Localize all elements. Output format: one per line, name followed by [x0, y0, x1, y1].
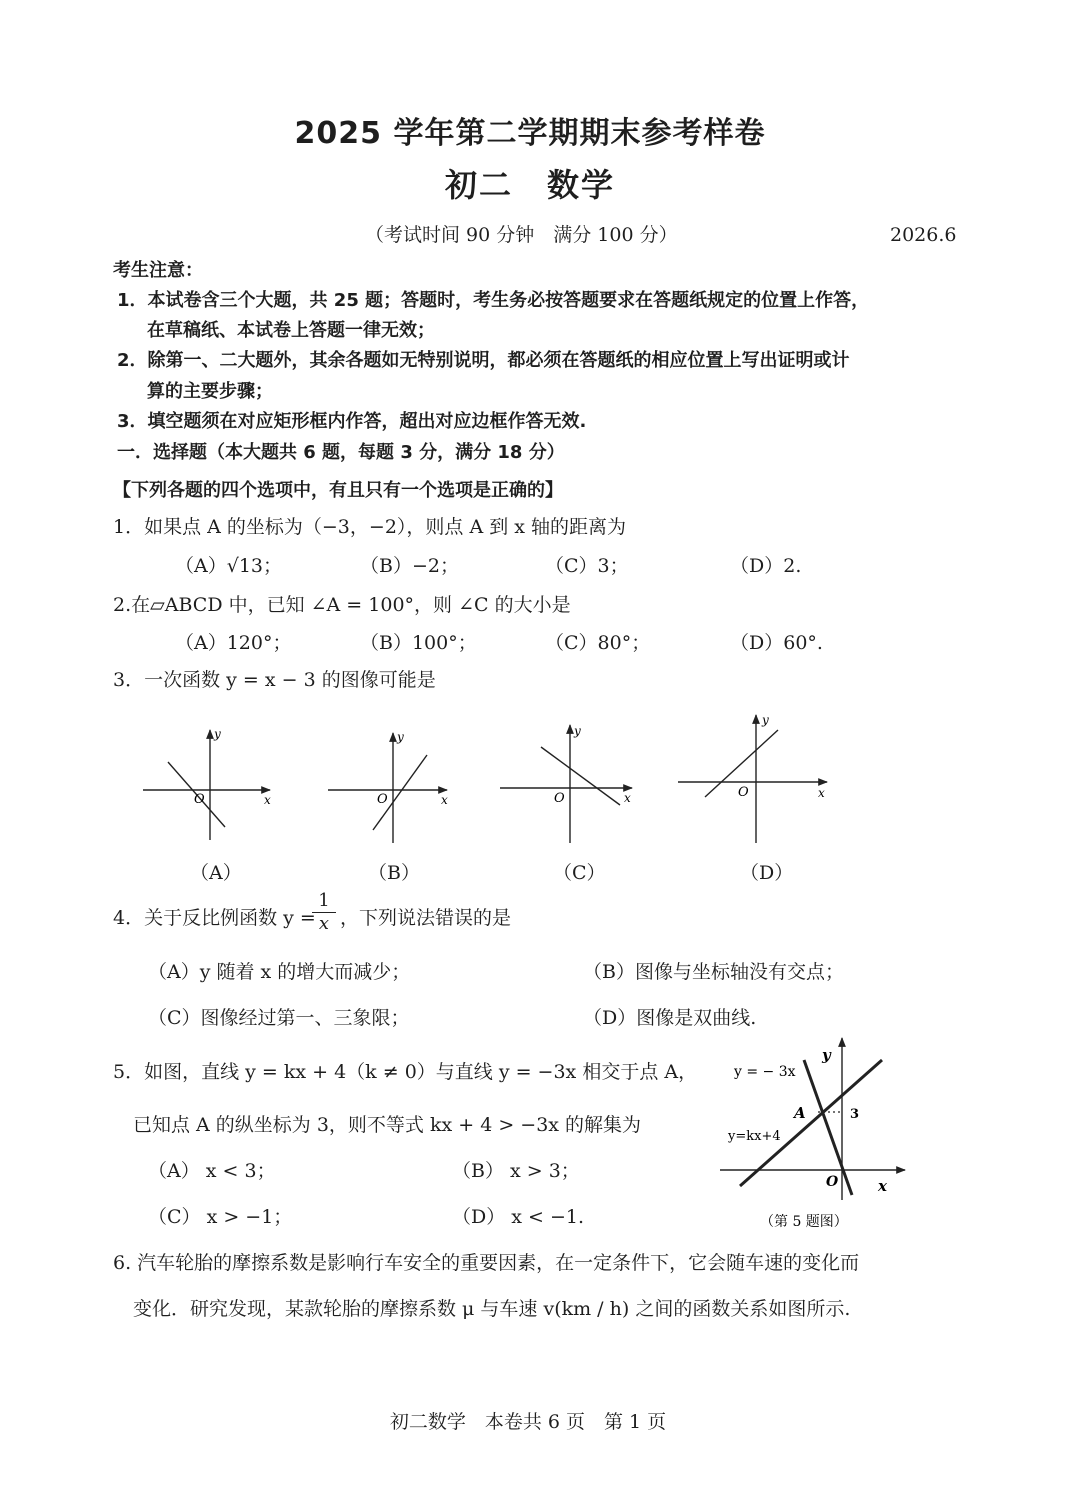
q1-option-d: （D）2. — [730, 555, 802, 577]
q3-graph-c-y: y — [574, 724, 581, 738]
q5-stem-1: 5．如图，直线 y = kx + 4（k ≠ 0）与直线 y = −3x 相交于点 A， — [113, 1061, 698, 1083]
notice-item-3: 3．填空题须在对应矩形框内作答，超出对应边框作答无效. — [117, 411, 587, 432]
q5-option-a: （A） x < 3； — [148, 1160, 276, 1182]
q1-option-a: （A）√13； — [175, 555, 283, 577]
notice-item-1: 1．本试卷含三个大题，共 25 题；答题时，考生务必按答题要求在答题纸规定的位置上作答， — [117, 290, 870, 311]
notice-item-1-cont: 在草稿纸、本试卷上答题一律无效； — [147, 320, 435, 341]
q5-label-o: O — [826, 1174, 839, 1190]
q3-label-b: （B） — [368, 862, 420, 884]
section-title: 一．选择题（本大题共 6 题，每题 3 分，满分 18 分） — [117, 442, 565, 463]
notice-heading: 考生注意： — [113, 260, 203, 281]
q5-label-a: A — [794, 1104, 806, 1122]
q1-stem: 1．如果点 A 的坐标为（−3，−2），则点 A 到 x 轴的距离为 — [113, 516, 627, 538]
q3-graph-b-x: x — [441, 793, 448, 807]
q5-label-x: x — [878, 1177, 887, 1195]
q4-option-a: （A）y 随着 x 的增大而减少； — [148, 961, 411, 983]
q3-graph-d — [678, 715, 827, 843]
q3-graph-a-o: O — [194, 792, 205, 807]
q3-stem: 3．一次函数 y = x − 3 的图像可能是 — [113, 669, 436, 691]
q3-label-a: （A） — [190, 862, 242, 884]
q6-line-2: 变化．研究发现，某款轮胎的摩擦系数 μ 与车速 v(km / h) 之间的函数关系如图所示. — [133, 1298, 851, 1320]
exam-title: 2025 学年第二学期期末参考样卷 — [294, 116, 766, 151]
q4-stem-post: ，下列说法错误的是 — [340, 907, 512, 929]
q5-option-c: （C） x > −1； — [148, 1206, 293, 1228]
q2-stem: 2.在▱ABCD 中，已知 ∠A = 100°，则 ∠C 的大小是 — [113, 594, 571, 616]
q5-label-y: y — [822, 1046, 831, 1064]
q4-option-b: （B）图像与坐标轴没有交点； — [583, 961, 844, 983]
q3-graphs — [0, 700, 1080, 890]
q2-option-d: （D）60°. — [730, 632, 823, 654]
exam-info: （考试时间 90 分钟 满分 100 分） — [365, 224, 678, 246]
exam-subject: 初二 数学 — [444, 166, 615, 204]
q3-graph-c — [500, 725, 632, 843]
notice-item-2: 2．除第一、二大题外，其余各题如无特别说明，都必须在答题纸的相应位置上写出证明或计 — [117, 350, 850, 371]
q4-stem-pre: 4．关于反比例函数 y = — [113, 907, 316, 929]
q3-graph-b — [328, 733, 447, 843]
q3-graph-c-x: x — [624, 791, 631, 805]
q3-label-c: （C） — [553, 862, 606, 884]
q2-option-c: （C）80°； — [545, 632, 651, 654]
q3-graph-c-o: O — [554, 791, 565, 806]
q5-label-3: 3 — [850, 1107, 860, 1122]
q5-stem-2: 已知点 A 的纵坐标为 3，则不等式 kx + 4 > −3x 的解集为 — [133, 1114, 642, 1136]
page-footer: 初二数学 本卷共 6 页 第 1 页 — [389, 1411, 667, 1433]
q3-graph-d-o: O — [738, 785, 749, 800]
q3-graph-d-y: y — [762, 713, 769, 727]
q4-option-d: （D）图像是双曲线. — [583, 1007, 757, 1029]
exam-date: 2026.6 — [890, 224, 957, 246]
q2-option-b: （B）100°； — [360, 632, 477, 654]
q4-fraction-den: x — [318, 913, 330, 934]
section-instruction: 【下列各题的四个选项中，有且只有一个选项是正确的】 — [113, 480, 563, 501]
q6-line-1: 6. 汽车轮胎的摩擦系数是影响行车安全的重要因素，在一定条件下，它会随车速的变化而 — [113, 1252, 860, 1274]
q5-figure — [720, 1030, 920, 1240]
notice-item-2-cont: 算的主要步骤； — [147, 381, 273, 402]
q5-option-b: （B） x > 3； — [452, 1160, 580, 1182]
q1-option-c: （C）3； — [545, 555, 629, 577]
q4-fraction — [312, 890, 336, 935]
q4-fraction-num: 1 — [312, 890, 336, 913]
q4-option-c: （C）图像经过第一、三象限； — [148, 1007, 410, 1029]
q1-option-b: （B）−2； — [360, 555, 459, 577]
q5-caption: （第 5 题图） — [760, 1214, 848, 1230]
q3-graph-a — [143, 730, 270, 840]
q5-label-line2: y=kx+4 — [728, 1129, 781, 1144]
q3-graph-d-x: x — [818, 786, 825, 800]
q3-graph-b-o: O — [377, 792, 388, 807]
q2-option-a: （A）120°； — [175, 632, 292, 654]
q3-graph-c-line — [541, 747, 620, 805]
q5-label-line1: y = − 3x — [734, 1064, 796, 1080]
q3-graph-a-y: y — [214, 727, 221, 741]
q5-option-d: （D） x < −1. — [452, 1206, 585, 1228]
q3-label-d: （D） — [740, 862, 794, 884]
q3-graph-a-x: x — [264, 793, 271, 807]
q3-graph-b-y: y — [397, 730, 404, 744]
